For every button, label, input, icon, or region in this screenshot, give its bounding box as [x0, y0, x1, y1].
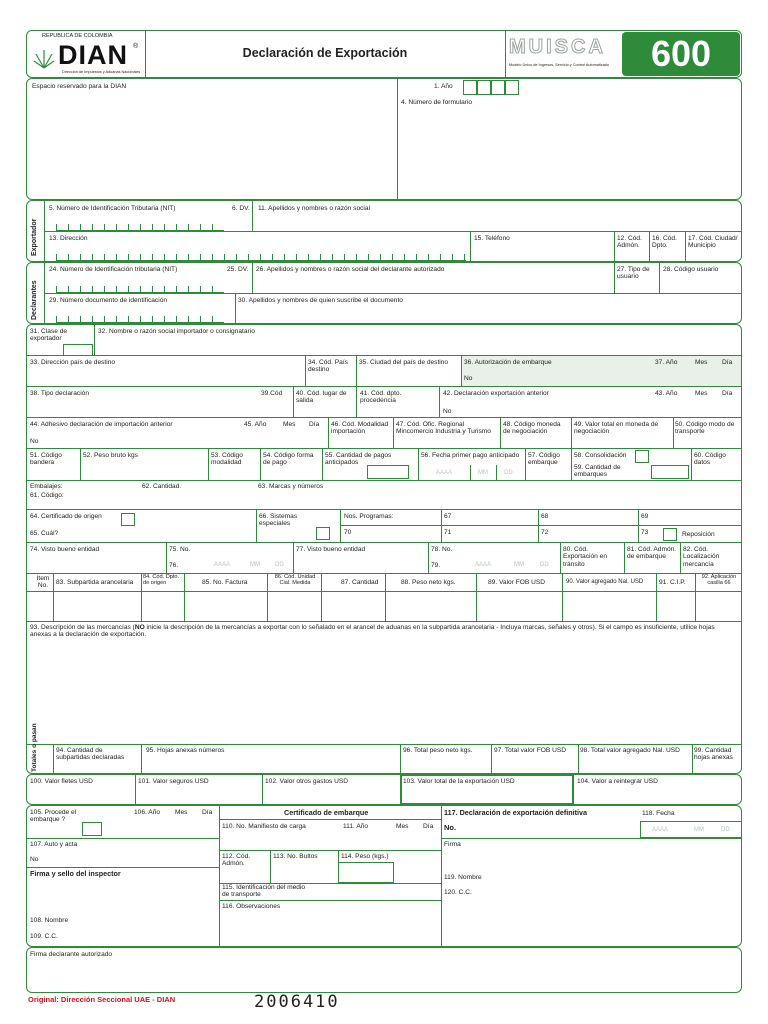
f45-month-label: Mes	[283, 421, 296, 428]
exporter-phone-label: 15. Teléfono	[474, 235, 510, 242]
shipping-certificate-title: Certificado de embarque	[284, 808, 369, 817]
year-digit-box[interactable]	[463, 80, 477, 95]
exporter-city-label: 17. Cód. Ciudad/ Municipio	[688, 235, 738, 250]
f104-label: 104. Valor a reintegrar USD	[577, 778, 658, 785]
declarant-names-label: 26. Apellidos y nombres o razón social del declarante autorizado	[256, 266, 445, 273]
f103-label: 103. Valor total de la exportación USD	[403, 778, 515, 785]
republic-label: REPUBLICA DE COLOMBIA	[42, 33, 113, 39]
declarant-dv-label: 25. DV.	[227, 266, 249, 273]
exporter-dpto-label: 16. Cód. Dpto.	[652, 235, 677, 250]
f100-label: 100. Valor fletes USD	[30, 778, 93, 785]
year-digit-box[interactable]	[505, 80, 519, 95]
form-number-badge: 600	[622, 32, 740, 76]
signer-label: 30. Apellidos y nombres de quien suscribe el documento	[238, 297, 403, 304]
f64-label: 64. Certificado de origen	[30, 513, 102, 520]
f49-label: 49. Valor total en moneda de negociación	[574, 421, 659, 436]
original-label: Original: Dirección Seccional UAE - DIAN	[28, 995, 176, 1004]
f107-no-label: No	[30, 856, 39, 863]
f107-label: 107. Auto y acta	[30, 841, 78, 848]
exporter-side-label: Exportador	[31, 218, 38, 256]
program-69: 69	[641, 513, 649, 520]
reposition-label: Reposición	[682, 531, 715, 538]
f79-month-ph: MM	[514, 562, 524, 568]
logo-text: DIAN	[58, 40, 128, 70]
muisca-logo: MUISCA	[509, 36, 606, 58]
f91-header: 91. C.I.P.	[659, 579, 686, 586]
declarant-signature-label: Firma declarante autorizado	[30, 951, 113, 958]
f120-label: 120. C.C.	[444, 889, 472, 896]
f59-label: 59. Cantidad de embarques	[574, 464, 621, 479]
f56-month-ph: MM	[478, 470, 488, 476]
f47-label: 47. Cód. Ofic. Regional Mincomercio Industria y Turismo	[396, 421, 491, 436]
user-type-label: 27. Tipo de usuario	[617, 266, 650, 281]
f56-day-ph: DD	[504, 470, 513, 476]
f39-label: 39.Cód	[261, 390, 283, 397]
f111-month-label: Mes	[396, 823, 409, 830]
f58-checkbox[interactable]	[635, 450, 649, 463]
form-number-label: 4. Número de formulario	[401, 99, 473, 106]
f88-header: 88. Peso neto kgs.	[401, 579, 456, 586]
f42-no-label: No	[443, 408, 452, 415]
f111-day-label: Día	[423, 823, 434, 830]
f105-label: 105. Procede el embarque ?	[30, 809, 77, 824]
reserved-label: Espacio reservado para la DIAN	[32, 83, 127, 90]
f118-day-ph: DD	[721, 827, 730, 833]
f119-label: 119. Nombre	[444, 874, 482, 881]
reserved-box	[26, 78, 742, 200]
f98-label: 98. Total valor agregado Nal. USD	[580, 747, 680, 754]
f114-label: 114. Peso (kgs.)	[341, 853, 389, 860]
f38-label: 38. Tipo declaración	[30, 390, 90, 397]
declarant-signature-box	[26, 947, 742, 993]
f106-label: 106. Año	[134, 809, 161, 816]
f83-header: 83. Subpartida arancelaria	[56, 579, 134, 586]
f45-label: 45. Año	[244, 421, 267, 428]
f118-label: 118. Fecha	[642, 810, 675, 817]
f31-label: 31. Clase de exportador	[30, 328, 68, 343]
dian-emblem-icon	[32, 46, 56, 70]
f99-label: 99. Cantidad hojas anexas	[694, 747, 733, 762]
f76-label: 76.	[169, 562, 179, 569]
declarant-doc-input[interactable]	[56, 316, 224, 323]
muisca-subtitle: Modelo Único de Ingresos, Servicio y Control Automatizado	[509, 63, 610, 67]
signature-label: Firma	[444, 841, 461, 848]
f58-label: 58. Consolidación	[574, 452, 627, 459]
programs-label: Nos. Programas:	[344, 513, 394, 520]
f110-label: 110. No. Manifiesto de carga	[222, 823, 306, 830]
f56-year-ph: AAAA	[436, 470, 453, 476]
exporter-address-input[interactable]	[56, 254, 466, 261]
year-digit-box[interactable]	[491, 80, 505, 95]
declarant-doc-label: 29. Número documento de identificación	[49, 297, 168, 304]
f82-label: 82. Cód. Localización mercancía	[683, 546, 720, 568]
f36-label: 36. Autorización de embarque	[464, 359, 552, 366]
f46-label: 46. Cód. Modalidad importación	[331, 421, 389, 436]
program-73: 73	[641, 529, 649, 536]
f61-label: 61. Código:	[30, 492, 64, 499]
f75-label: 75. No.	[169, 546, 191, 553]
f77-label: 77. Visto bueno entidad	[296, 546, 366, 553]
exporter-address-label: 13. Dirección	[49, 235, 88, 242]
declarants-side-label: Declarantes	[31, 280, 38, 320]
f84-header: 84. Cód. Dpto. de origen	[143, 574, 180, 587]
f66-checkbox[interactable]	[316, 527, 330, 540]
f115-label: 115. Identificación del medio de transporte	[222, 884, 306, 899]
f74-label: 74. Visto bueno entidad	[30, 546, 100, 553]
f36-no-label: No	[464, 375, 473, 382]
totals-side-label: Totales o pasan	[31, 723, 38, 772]
exporter-nit-input[interactable]	[56, 224, 224, 231]
f108-label: 108. Nombre	[30, 917, 69, 924]
f60-label: 60. Código datos	[694, 452, 726, 467]
f34-label: 34. Cód. País destino	[308, 359, 348, 374]
f97-label: 97. Total valor FOB USD	[494, 747, 567, 754]
f62-label: 62. Cantidad.	[142, 483, 182, 490]
f106-day-label: Día	[202, 809, 213, 816]
f32-label: 32. Nombre o razón social importador o consignatario	[98, 328, 255, 335]
f65-label: 65. Cuál?	[30, 530, 59, 537]
f41-label: 41. Cód. dpto. procedencia	[360, 390, 402, 405]
f55-input[interactable]	[367, 465, 409, 479]
serial-number: 2006410	[254, 992, 340, 1012]
f90-header: 90. Valor agregado Nal. USD	[566, 579, 644, 585]
exporter-dv-label: 6. DV.	[232, 205, 250, 212]
f94-label: 94. Cantidad de subpartidas declaradas	[56, 747, 125, 762]
f116-label: 116. Observaciones	[222, 903, 281, 910]
f76-year-ph: AAAA	[214, 562, 231, 568]
f86-header: 86. Cód. Unidad Cial. Medida	[274, 574, 316, 587]
packaging-label: Embalajes:	[30, 483, 63, 490]
f79-year-ph: AAAA	[475, 562, 492, 568]
f37-month-label: Mes	[695, 359, 708, 366]
f37-label: 37. Año	[655, 359, 678, 366]
f43-month-label: Mes	[695, 390, 708, 397]
f66-label: 66. Sistemas especiales	[259, 513, 298, 528]
f55-label: 55. Cantidad de pagos anticipados	[325, 452, 392, 467]
f51-label: 51. Código bandera	[30, 452, 62, 467]
f112-label: 112. Cód. Admón.	[222, 853, 251, 868]
f44-label: 44. Adhesivo declaración de importación anterior	[30, 421, 173, 428]
f64-checkbox[interactable]	[121, 513, 135, 526]
exporter-nit-label: 5. Número de Identificación Tributaria (NIT)	[49, 205, 176, 212]
page-title: Declaración de Exportación	[242, 46, 408, 60]
f57-label: 57. Código embarque	[528, 452, 560, 467]
item-col-header: Item No.	[36, 575, 50, 590]
exporter-names-label: 11. Apellidos y nombres o razón social	[258, 205, 371, 212]
f118-year-ph: AAAA	[652, 827, 669, 833]
f50-label: 50. Código modo de transporte	[675, 421, 735, 436]
declarant-nit-input[interactable]	[56, 286, 224, 293]
f106-month-label: Mes	[175, 809, 188, 816]
f53-label: 53. Código modalidad	[211, 452, 243, 467]
f63-label: 63. Marcas y números	[258, 483, 324, 490]
f79-day-ph: DD	[540, 562, 549, 568]
f56-label: 56. Fecha primer pago anticipado	[421, 452, 520, 459]
f79-label: 79.	[431, 562, 441, 569]
f102-label: 102. Valor otros gastos USD	[265, 778, 349, 785]
f37-day-label: Día	[722, 359, 733, 366]
f40-label: 40. Cód. lugar de salida	[296, 390, 347, 405]
f111-label: 111. Año	[343, 823, 369, 830]
exporter-admin-label: 12. Cód. Admón.	[617, 235, 642, 250]
f45-day-label: Día	[309, 421, 320, 428]
f43-label: 43. Año	[655, 390, 678, 397]
year-label: 1. Año	[434, 83, 453, 90]
f113-label: 113. No. Bultos	[273, 853, 318, 860]
f87-header: 87. Cantidad	[341, 579, 379, 586]
f42-label: 42. Declaración exportación anterior	[443, 390, 549, 397]
f109-label: 109. C.C.	[30, 933, 58, 940]
reposition-checkbox[interactable]	[663, 528, 677, 541]
f33-label: 33. Dirección país de destino	[30, 359, 116, 366]
f118-month-ph: MM	[694, 827, 704, 833]
program-68: 68	[541, 513, 549, 520]
f85-header: 85. No. Factura	[202, 579, 248, 586]
logo-subtitle: Dirección de Impuestos y Aduanas Nacionales	[62, 70, 141, 74]
f92-header: 92. Aplicación casilla 66	[701, 574, 737, 587]
f105-checkbox[interactable]	[82, 822, 102, 836]
f48-label: 48. Código moneda de negociación	[503, 421, 561, 436]
dian-logo	[32, 40, 142, 76]
f59-input[interactable]	[651, 465, 689, 479]
logo-registered: ®	[133, 43, 139, 50]
user-code-label: 28. Código usuario	[663, 266, 719, 273]
f43-day-label: Día	[722, 390, 733, 397]
declarant-nit-label: 24. Número de Identificación tributaria (NIT)	[49, 266, 178, 273]
inspector-signature-label: Firma y sello del inspector	[30, 869, 121, 878]
f96-label: 96. Total peso neto kgs.	[403, 747, 473, 754]
f114-input[interactable]	[338, 862, 394, 883]
f52-label: 52. Peso bruto kgs	[83, 452, 138, 459]
program-70: 70	[344, 529, 352, 536]
year-digit-box[interactable]	[477, 80, 491, 95]
program-71: 71	[444, 529, 452, 536]
f93-label: 93. Descripción de las mercancías (NO inicie la descripción de la mercancías a exportar con lo señalado en el arancel de aduanas en la subpartida arancelaria - Incluya marcas, señales y otros). Si el campo es insuficiente, utilice hojas anexas a la declaración de exportación.	[30, 624, 715, 639]
f80-label: 80. Cód. Exportación en tránsito	[563, 546, 607, 568]
f81-label: 81. Cód. Admón. de embarque	[627, 546, 677, 561]
f44-no-label: No	[30, 438, 39, 445]
f89-header: 89. Valor FOB USD	[488, 579, 546, 586]
f78-label: 78. No.	[431, 546, 453, 553]
program-72: 72	[541, 529, 549, 536]
f117-no-label: No.	[444, 823, 457, 832]
f35-label: 35. Ciudad del país de destino	[359, 359, 449, 366]
f101-label: 101. Valor seguros USD	[138, 778, 209, 785]
f76-month-ph: MM	[250, 562, 260, 568]
f95-label: 95. Hojas anexas números	[146, 747, 225, 754]
program-67: 67	[444, 513, 452, 520]
f117-title: 117. Declaración de exportación definitiva	[444, 808, 588, 817]
f76-day-ph: DD	[275, 562, 284, 568]
f54-label: 54. Código forma de pago	[263, 452, 314, 467]
